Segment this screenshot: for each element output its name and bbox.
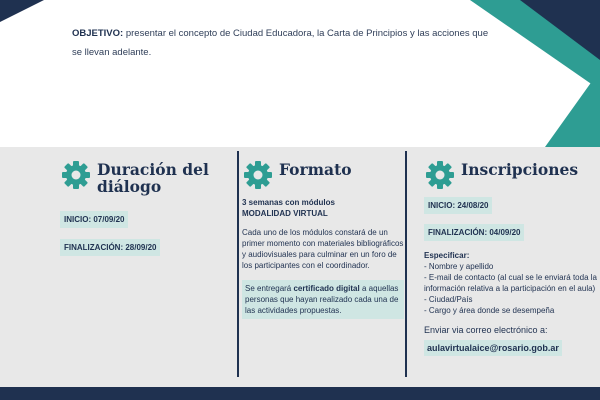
column-divider [237,151,239,377]
requirements-list [424,261,600,316]
list-item: - E-mail de contacto (al cual se le enviará toda la información relativa a la participación en el aula) [424,273,597,293]
gear-icon [62,161,90,189]
gear-icon [426,161,454,189]
duracion-title: Duración del diálogo [97,160,209,196]
certificado-note: Se entregará certificado digital a aquellas personas que hayan realizado cada una de las actividades propuestas. [242,280,404,319]
header-section [0,0,600,147]
inscripciones-inicio-badge: INICIO: 24/08/20 [424,197,492,214]
formato-title: Formato [279,160,352,179]
inscripciones-header [424,153,600,201]
inscripciones-column [424,153,600,356]
gear-icon [244,161,272,189]
duracion-column [60,153,235,256]
formato-modalidad: MODALIDAD VIRTUAL [242,209,328,218]
objective-text [72,24,492,62]
info-section [0,147,600,387]
formato-semanas: 3 semanas con módulos [242,198,335,207]
list-item: - Nombre y apellido [424,262,494,271]
objective-body: presentar el concepto de Ciudad Educadora, la Carta de Principios y las acciones que se llevan adelante. [72,28,489,58]
duracion-inicio-badge: INICIO: 07/09/20 [60,211,128,228]
list-item: - Ciudad/País [424,295,473,304]
duracion-header [60,153,235,201]
decorative-shapes [0,0,600,147]
objective-label: OBJETIVO: [72,28,124,39]
list-item: - Cargo y área donde se desempeña [424,306,555,315]
formato-header [242,153,404,201]
formato-column [242,153,404,319]
formato-description: Cada uno de los módulos constará de un primer momento con materiales bibliográficos y audiovisuales para culminar en un foro de los participantes con el coordinador. [242,228,404,270]
email-link[interactable]: aulavirtualaice@rosario.gob.ar [424,340,562,356]
footer-bar [0,387,600,400]
inscripciones-fin-badge: FINALIZACIÓN: 04/09/20 [424,224,524,241]
column-divider [405,151,407,377]
enviar-label: Enviar via correo electrónico a: [424,325,548,335]
especificar-label: Especificar: [424,251,470,260]
inscripciones-title: Inscripciones [461,160,579,179]
duracion-fin-badge: FINALIZACIÓN: 28/09/20 [60,239,160,256]
